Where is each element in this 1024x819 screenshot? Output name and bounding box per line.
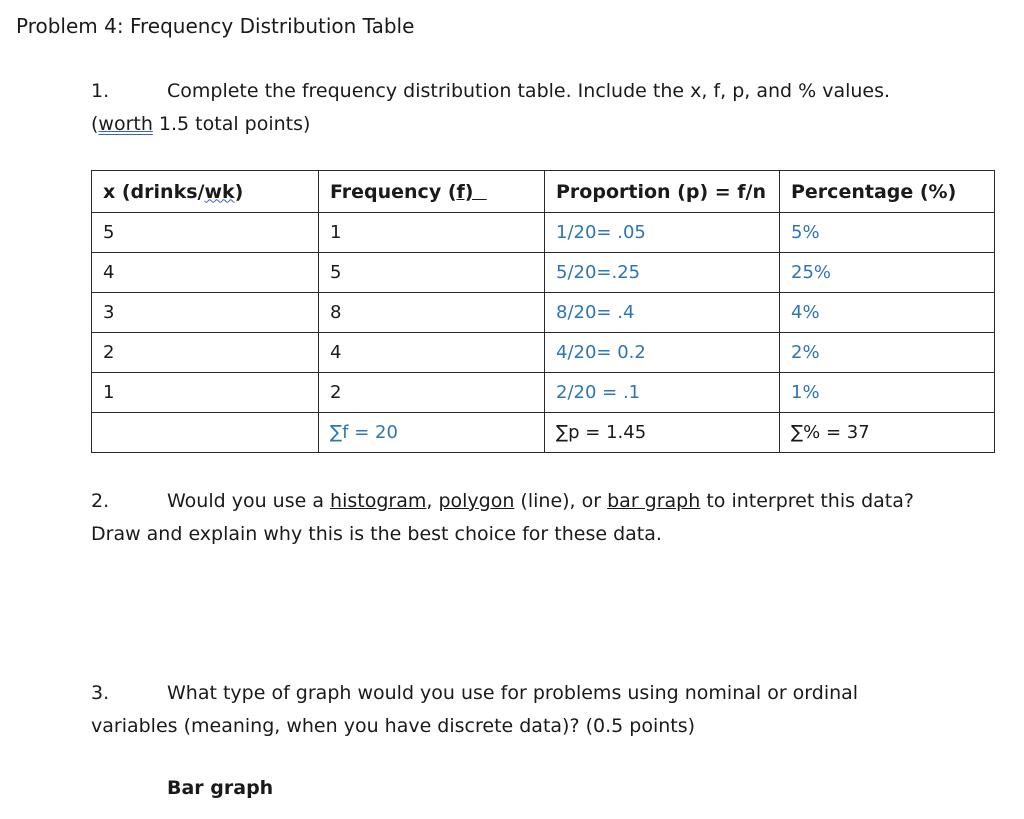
cell-pct: 1% [780,373,995,413]
bar-graph-word: bar graph [607,490,701,512]
page-title: Problem 4: Frequency Distribution Table [16,14,415,38]
cell-pct: 5% [780,213,995,253]
cell-f: 4 [319,333,545,373]
cell-pct: 25% [780,253,995,293]
cell-x: 2 [92,333,319,373]
table-row [92,373,995,413]
open-paren: ( [91,113,99,135]
q2-text-d: to interpret this data? [700,490,914,512]
q2-text-c: (line), or [514,490,608,512]
table-row [92,253,995,293]
table-row [92,213,995,253]
question-2-number: 2. [91,490,110,512]
table-totals-row [92,413,995,453]
question-2-line-2: Draw and explain why this is the best choice for these data. [91,523,662,545]
question-1-points [91,113,310,135]
header-x-wk: wk [204,180,235,203]
polygon-word: polygon [438,490,515,512]
frequency-table [91,170,995,453]
cell-p: 4/20= 0.2 [545,333,780,373]
question-3-line-1: What type of graph would you use for problems using nominal or ordinal [167,682,859,704]
cell-x: 3 [92,293,319,333]
worth-word: worth [98,113,153,135]
header-proportion: Proportion (p) = f/n [545,171,780,213]
cell-f: 5 [319,253,545,293]
cell-f: 2 [319,373,545,413]
points-text: 1.5 total points) [152,113,311,135]
cell-p: 1/20= .05 [545,213,780,253]
cell-p: 2/20 = .1 [545,373,780,413]
cell-f: 1 [319,213,545,253]
total-f: ∑f = 20 [319,413,545,453]
question-2-line-1 [167,490,914,512]
table-row [92,333,995,373]
question-3-line-2: variables (meaning, when you have discrete data)? (0.5 points) [91,715,696,737]
cell-pct: 4% [780,293,995,333]
header-percentage: Percentage (%) [780,171,995,213]
question-1-number: 1. [91,80,110,102]
cell-p: 8/20= .4 [545,293,780,333]
histogram-word: histogram [330,490,427,512]
question-3-number: 3. [91,682,110,704]
total-pct: ∑% = 37 [780,413,995,453]
header-x [92,171,319,213]
question-1-text: Complete the frequency distribution table. Include the x, f, p, and % values. [167,80,891,102]
q2-text-b: , [426,490,439,512]
total-x [92,413,319,453]
cell-p: 5/20=.25 [545,253,780,293]
cell-x: 5 [92,213,319,253]
cell-x: 4 [92,253,319,293]
cell-f: 8 [319,293,545,333]
table-header-row [92,171,995,213]
header-f-trail [473,181,486,203]
question-3-answer: Bar graph [167,777,274,799]
header-f-main: Frequency ( [330,180,457,203]
q2-text-a: Would you use a [167,490,331,512]
header-x-main: x (drinks/ [103,180,205,203]
header-f-underlined: f) [456,180,474,203]
header-x-close: ) [234,180,244,203]
header-frequency [319,171,545,213]
cell-x: 1 [92,373,319,413]
table-row [92,293,995,333]
cell-pct: 2% [780,333,995,373]
total-p: ∑p = 1.45 [545,413,780,453]
